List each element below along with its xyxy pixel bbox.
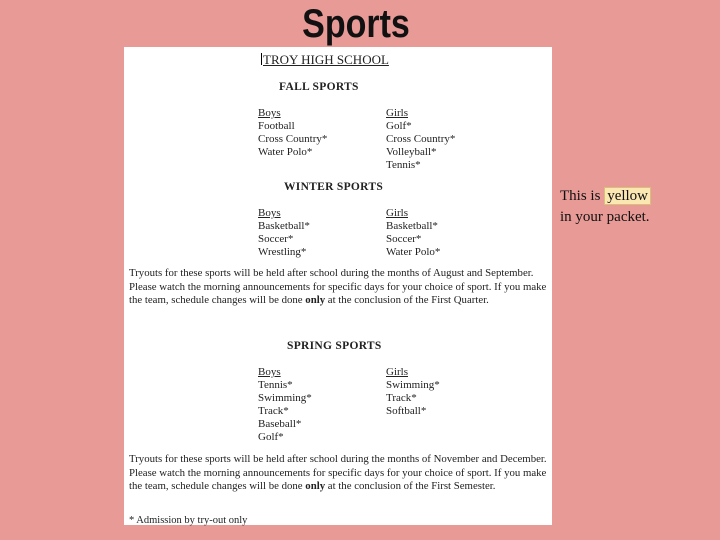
boys-header: Boys [258,366,281,378]
boys-header: Boys [258,107,281,119]
packet-note: This is yellow in your packet. [560,188,650,225]
fall-sports-heading: FALL SPORTS [279,81,359,93]
list-item: Football [258,120,295,132]
girls-header: Girls [386,107,408,119]
sports-document [124,47,552,525]
list-item: Water Polo* [386,246,441,258]
spring-sports-heading: SPRING SPORTS [287,340,382,352]
fall-boys-list [258,107,327,159]
list-item: Softball* [386,405,427,417]
text-cursor [261,53,262,65]
list-item: Cross Country* [258,133,328,145]
spring-boys-list [258,366,312,444]
list-item: Volleyball* [386,146,437,158]
slide-title: Sports [302,2,410,46]
winter-girls-list [386,207,440,259]
list-item: Basketball* [386,220,438,232]
list-item: Water Polo* [258,146,313,158]
tryouts-paragraph-spring: Tryouts for these sports will be held after school during the months of November and December. Please watch the morning announcements for specific days for your choice of sport. If you make the team, schedule changes will be done only at the conclusion of the First Semester. [129,453,547,492]
spring-girls-list [386,366,440,418]
list-item: Tennis* [386,159,421,171]
list-item: Track* [258,405,289,417]
tryouts-paragraph-fall: Tryouts for these sports will be held after school during the months of August and September. Please watch the morning announcements for specific days for your choice of sport. If you make the team, schedule changes will be done only at the conclusion of the First Quarter. [129,267,547,306]
list-item: Baseball* [258,418,302,430]
yellow-highlight: yellow [604,187,651,205]
school-name: TROY HIGH SCHOOL [263,52,389,67]
list-item: Wrestling* [258,246,307,258]
winter-sports-heading: WINTER SPORTS [284,181,384,193]
girls-header: Girls [386,207,408,219]
list-item: Soccer* [258,233,294,245]
list-item: Swimming* [386,379,440,391]
list-item: Cross Country* [386,133,456,145]
list-item: Track* [386,392,417,404]
list-item: Basketball* [258,220,310,232]
list-item: Golf* [258,431,284,443]
list-item: Swimming* [258,392,312,404]
boys-header: Boys [258,207,281,219]
girls-header: Girls [386,366,408,378]
list-item: Golf* [386,120,412,132]
list-item: Tennis* [258,379,293,391]
footnote: * Admission by try-out only [129,515,248,526]
list-item: Soccer* [386,233,422,245]
fall-girls-list [386,107,455,172]
winter-boys-list [258,207,310,259]
